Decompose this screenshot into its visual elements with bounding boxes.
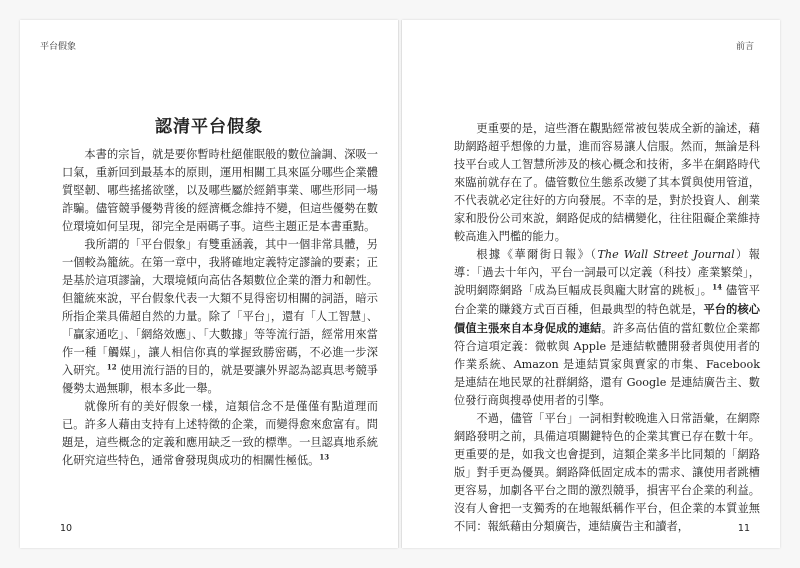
- left-body-text: [62, 146, 378, 470]
- paragraph: 我所謂的「平台假象」有雙重涵義，其中一個非常具體，另一個較為籠統。在第一章中，我將確地定義特定謬論的要素；正是基於這項謬論，大環境傾向高估各類數位企業的潛力和韌性。但籠統來說，平台假象代表一大類不見得密切相關的詞語，暗示所指企業具備超自然的力量。除了「平台」，還有「人工智慧」、「贏家通吃」、「網絡效應」、「大數據」等等流行語，經常用來當作一種「觸媒」，讓人相信你真的掌握致勝密碼，不必進一步深入研究。$^{12}$ 使用流行語的目的，就是要讓外界認為認真思考競爭優勢太過無聊，根本多此一舉。: [62, 238, 378, 395]
- footnote-ref[interactable]: 14: [712, 282, 723, 292]
- footnote-ref[interactable]: 12: [106, 362, 117, 372]
- paragraph: 根據《華爾街日報》（The Wall Street Journal）報導：「過去十年內，平台一詞最可以定義（科技）產業繁榮」，說明網際網路「成為巨幅成長與龐大財富的跳板」。$^{14}$ 儘管平台企業的賺錢方式百百種，但最典型的特色就是，平台的核心價值主張來自本身促成的連結。許多高估值的當紅數位企業都符合這項定義：微軟與 Apple 是連結軟體開發者與使用者的作業系統、Amazon 是連結買家與賣家的市集、Facebook 是連結在地民眾的社群網絡，還有 Google 是連結廣告主、數位發行商與搜尋使用者的引擎。: [454, 248, 760, 407]
- footnote-ref[interactable]: 13: [319, 452, 330, 462]
- right-body-text: [454, 120, 760, 536]
- paragraph: 本書的宗旨，就是要你暫時杜絕催眠般的數位論調、深吸一口氣，重新回到最基本的原則，運用相關工具來區分哪些企業體質堅韌、哪些搖搖欲墜，以及哪些屬於經銷事業、哪些形同一場詐騙。儘管競爭優勢背後的經濟概念維持不變，但這些優勢在數位環境如何呈現，卻完全是兩碼子事。這些主題正是本書重點。: [62, 148, 378, 233]
- running-head-left: 平台假象: [40, 42, 77, 52]
- publication-title: The Wall Street Journal: [597, 248, 735, 261]
- page-number-right: 11: [737, 523, 750, 534]
- paragraph: 不過，儘管「平台」一詞相對較晚進入日常語彙，在網際網路發明之前，具備這項關鍵特色的企業其實已存在數十年。更重要的是，如我文也會提到，這類企業多半比同類的「網路版」對手更為優異。網路降低固定成本的需求、讓使用者跳槽更容易，加劇各平台之間的激烈競爭，損害平台企業的利益。沒有人會把一支獨秀的在地報紙稱作平台，但企業的本質並無不同：報紙藉由分類廣告，連結廣告主和讀者，: [454, 412, 760, 533]
- section-title: 認清平台假象: [155, 117, 263, 137]
- right-page: [402, 20, 780, 548]
- page-number-left: 10: [60, 523, 73, 534]
- paragraph: 更重要的是，這些潛在觀點經常被包裝成全新的論述，藉助網路超乎想像的力量，進而容易讓人信服。然而，無論是科技平台或人工智慧所涉及的核心概念和技術，多半在網路時代來臨前就存在了。儘管數位生態系改變了其本質與使用管道，不代表就必定往好的方向發展。不幸的是，對於投資人、創業家和股份公司來說，網路促成的結構變化，往往阻礙企業維持較高進入門檻的能力。: [454, 122, 760, 243]
- left-page: [20, 20, 398, 548]
- emphasis: 平台的核心價值主張來自本身促成的連結: [454, 302, 760, 335]
- running-head-right: 前言: [735, 42, 754, 52]
- paragraph: 就像所有的美好假象一樣，這類信念不是僅僅有點道理而已。許多人藉由支持有上述特徵的企業，而變得愈來愈富有。問題是，這些概念的定義和應用缺乏一致的標準。一旦認真地系統化研究這些特色，通常會發現與成功的相關性極低。$^{13}$: [62, 400, 378, 467]
